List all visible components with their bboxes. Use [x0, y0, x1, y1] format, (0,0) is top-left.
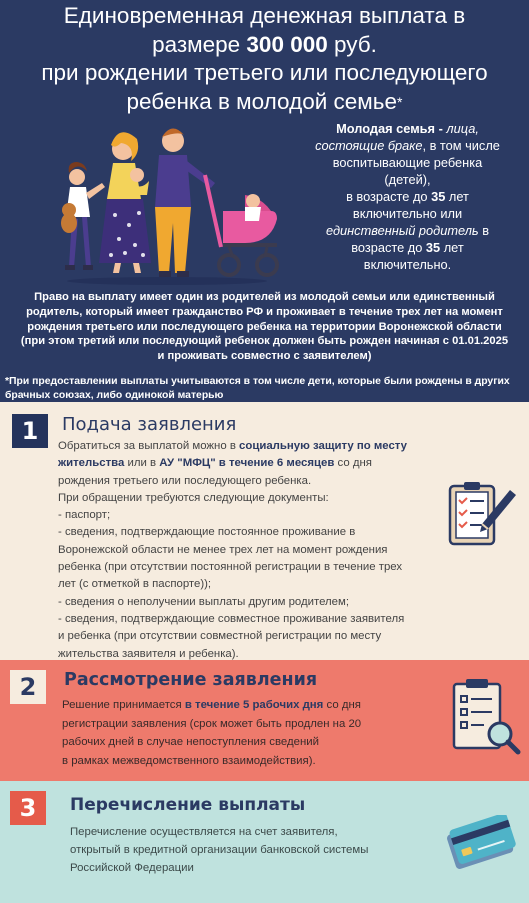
title-line-3: при рождении третьего или последующего: [41, 60, 488, 85]
step-2-body: [62, 696, 422, 770]
step-3-section: [0, 781, 529, 903]
title-line-1: Единовременная денежная выплата в: [63, 3, 466, 28]
step-number: 3: [10, 791, 46, 825]
document-item: жительства заявителя и ребенка).: [58, 647, 239, 660]
document-magnifier-icon: [448, 676, 524, 758]
title-currency: руб.: [327, 31, 377, 57]
definition-term: Молодая семья -: [336, 121, 443, 136]
step-2-text: Решение принимается: [62, 699, 185, 711]
step-number: 1: [12, 414, 48, 448]
eligibility-line-2: родитель, который имеет гражданство РФ и проживает в течение трех лет на момент: [26, 305, 503, 318]
document-item: ребенка (при отсутствии постоянной регистрации в течение трех: [58, 561, 403, 574]
definition-line-8: возрасте до: [351, 240, 426, 255]
eligibility-text: [5, 290, 524, 364]
residence-text: жительства: [58, 457, 125, 470]
step-number: 2: [10, 670, 46, 704]
decision-deadline-text: в течение 5 рабочих дня: [184, 699, 324, 711]
document-item: лет (с отметкой в паспорте));: [58, 578, 212, 591]
step-1-text-from: со дня: [334, 457, 372, 470]
step-3-line-1: Перечисление осуществляется на счет заявителя,: [70, 826, 338, 838]
definition-line-7: единственный родитель: [325, 223, 479, 238]
definition-line-9: включительно.: [363, 257, 452, 272]
document-item: Воронежской области не менее трех лет на момент рождения: [58, 543, 388, 556]
age-limit-2: 35: [425, 240, 441, 255]
footnote: [5, 375, 524, 402]
age-limit: 35: [431, 189, 446, 204]
document-item: - паспорт;: [58, 509, 111, 522]
definition-line-4: (детей),: [384, 172, 431, 187]
header-section: [0, 0, 529, 402]
clipboard-checklist-pen-icon: [440, 480, 520, 550]
definition-line-1: лица,: [446, 121, 479, 136]
document-item: - сведения, подтверждающие совместное проживание заявителя: [58, 612, 405, 625]
definition-line-7-rest: в: [478, 223, 490, 238]
step-1-text-or: или в: [124, 457, 160, 470]
step-2-text-from: со дня: [323, 699, 361, 711]
footnote-line-2: брачных союзах, либо одинокой матерью: [5, 389, 224, 401]
definition-line-3: воспитывающие ребенка: [332, 155, 483, 170]
definition-line-8-post: лет: [440, 240, 464, 255]
social-protection-text: социальную защиту по месту: [239, 440, 407, 452]
document-item: - сведения, подтверждающие постоянное проживание в: [58, 526, 356, 539]
payment-amount: 300 000: [246, 31, 328, 57]
family-with-stroller-icon: [55, 115, 280, 285]
eligibility-line-5: и проживать совместно с заявителем): [157, 350, 372, 363]
bank-card-icon: [440, 815, 524, 871]
step-title: Подача заявления: [62, 414, 237, 435]
definition-line-2-rest: , в том числе: [422, 138, 500, 153]
step-2-line-2: регистрации заявления (срок может быть продлен на 20: [62, 717, 362, 730]
step-2-line-4: в рамках межведомственного взаимодействия).: [62, 754, 316, 767]
step-title: Рассмотрение заявления: [64, 670, 318, 690]
footnote-line-1: *При предоставлении выплаты учитываются в том числе дети, которые были рождены в других: [5, 376, 510, 387]
step-1-body: [58, 438, 438, 663]
young-family-definition: [290, 120, 525, 273]
definition-line-5-post: лет: [445, 189, 469, 204]
eligibility-line-3: рождения третьего или последующего ребенка на территории Воронежской области: [27, 320, 502, 333]
step-3-line-2: открытый в кредитной организации банковской системы: [70, 844, 369, 856]
step-3-body: [70, 823, 410, 877]
eligibility-line-4: (при этом третий или последующий ребенок должен быть рожден начиная с 01.01.2025: [20, 335, 509, 348]
step-1-text-birth: рождения третьего или последующего ребенка.: [58, 474, 312, 487]
title-line-4: ребенка в молодой семье: [126, 88, 398, 114]
definition-line-2: состоящие браке: [315, 138, 423, 153]
documents-intro: При обращении требуются следующие документы:: [58, 491, 329, 504]
footnote-mark: *: [397, 93, 403, 110]
document-item: и ребенка (при отсутствии совместной регистрации по месту: [58, 630, 382, 643]
title-line-2: размере: [152, 31, 247, 57]
step-3-line-3: Российской Федерации: [70, 862, 194, 874]
page-title: [10, 2, 519, 116]
step-title: Перечисление выплаты: [70, 795, 306, 815]
step-2-line-3: рабочих дней в случае непоступления сведений: [62, 736, 319, 748]
mfc-deadline-text: АУ "МФЦ" в течение 6 месяцев: [159, 457, 335, 470]
step-2-section: [0, 660, 529, 781]
definition-line-5: в возрасте до: [346, 189, 432, 204]
document-item: - сведения о неполучении выплаты другим родителем;: [58, 595, 350, 608]
eligibility-line-1: Право на выплату имеет один из родителей из молодой семьи или единственный: [34, 291, 495, 303]
definition-line-6: включительно или: [352, 206, 463, 221]
step-1-text: Обратиться за выплатой можно в: [58, 440, 240, 452]
step-1-section: [0, 402, 529, 660]
